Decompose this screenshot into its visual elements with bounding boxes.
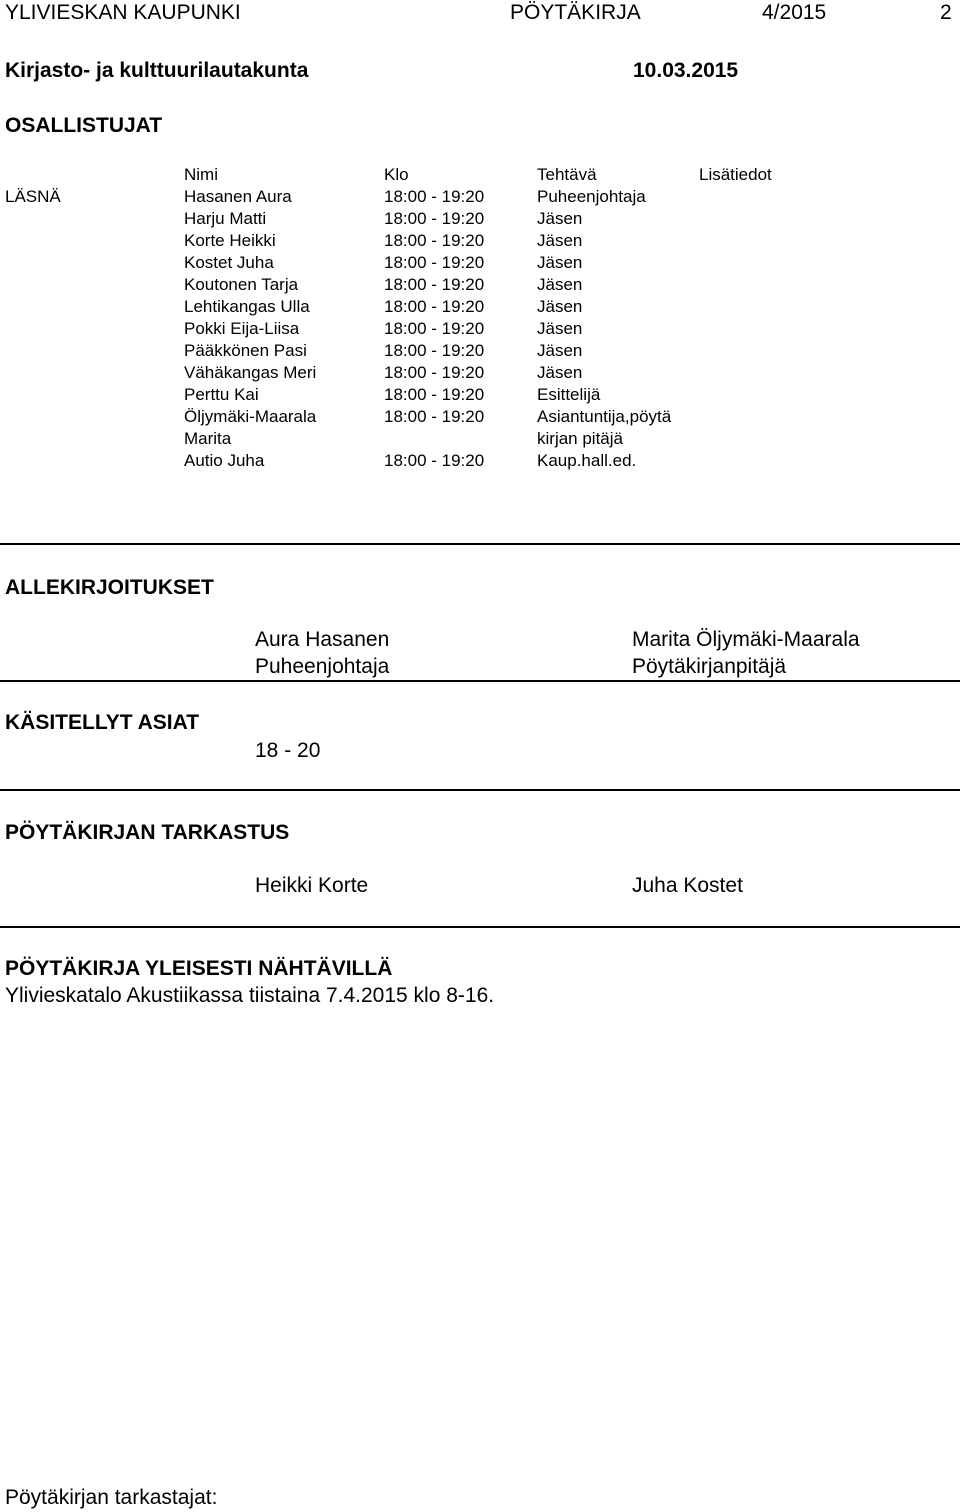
participant-name: Koutonen Tarja [184, 275, 299, 294]
participant-role: Puheenjohtaja [537, 187, 646, 206]
divider [0, 543, 960, 545]
participant-time: 18:00 - 19:20 [384, 319, 485, 338]
divider [0, 926, 960, 928]
divider [0, 789, 960, 791]
participant-name: Harju Matti [184, 209, 267, 228]
matters-title: KÄSITELLYT ASIAT [5, 711, 200, 734]
participant-time: 18:00 - 19:20 [384, 187, 485, 206]
footer-label: Pöytäkirjan tarkastajat: [5, 1486, 218, 1509]
participant-role: Jäsen [537, 253, 583, 272]
divider [0, 680, 960, 682]
participants-title: OSALLISTUJAT [5, 114, 163, 137]
col-header-name: Nimi [184, 165, 218, 184]
participant-role: Jäsen [537, 209, 583, 228]
participant-role: Asiantuntija,pöytä [537, 407, 672, 426]
participant-time: 18:00 - 19:20 [384, 363, 485, 382]
participant-name: Öljymäki-Maarala [184, 407, 317, 426]
participant-name: Pääkkönen Pasi [184, 341, 307, 360]
participant-time: 18:00 - 19:20 [384, 451, 485, 470]
participant-time: 18:00 - 19:20 [384, 275, 485, 294]
participant-time: 18:00 - 19:20 [384, 407, 485, 426]
participant-role: Jäsen [537, 341, 583, 360]
public-title: PÖYTÄKIRJA YLEISESTI NÄHTÄVILLÄ [5, 957, 393, 980]
participant-role: Esittelijä [537, 385, 601, 404]
participant-role: Kaup.hall.ed. [537, 451, 637, 470]
secretary-name: Marita Öljymäki-Maarala [632, 628, 860, 651]
present-label: LÄSNÄ [5, 187, 61, 206]
participant-time: 18:00 - 19:20 [384, 297, 485, 316]
participant-name: Pokki Eija-Liisa [184, 319, 300, 338]
meeting-date: 10.03.2015 [633, 59, 739, 82]
col-header-notes: Lisätiedot [699, 165, 772, 184]
signatures-title: ALLEKIRJOITUKSET [5, 576, 214, 599]
chair-role: Puheenjohtaja [255, 655, 390, 678]
participant-name: Lehtikangas Ulla [184, 297, 310, 316]
committee-name: Kirjasto- ja kulttuurilautakunta [5, 59, 309, 82]
participant-time: 18:00 - 19:20 [384, 253, 485, 272]
col-header-role: Tehtävä [537, 165, 597, 184]
participant-time: 18:00 - 19:20 [384, 385, 485, 404]
participant-role: Jäsen [537, 275, 583, 294]
secretary-role: Pöytäkirjanpitäjä [632, 655, 787, 678]
participant-name: Perttu Kai [184, 385, 259, 404]
participant-name: Autio Juha [184, 451, 265, 470]
public-text: Ylivieskatalo Akustiikassa tiistaina 7.4.2015 klo 8-16. [5, 984, 495, 1007]
participant-time: 18:00 - 19:20 [384, 231, 485, 250]
participant-role: kirjan pitäjä [537, 429, 623, 448]
participant-name: Kostet Juha [184, 253, 274, 272]
page-number: 2 [940, 1, 952, 24]
participant-name: Marita [184, 429, 232, 448]
participant-time: 18:00 - 19:20 [384, 209, 485, 228]
reviewer-2: Juha Kostet [632, 874, 743, 897]
participant-role: Jäsen [537, 319, 583, 338]
participant-role: Jäsen [537, 231, 583, 250]
participant-role: Jäsen [537, 363, 583, 382]
col-header-time: Klo [384, 165, 409, 184]
review-title: PÖYTÄKIRJAN TARKASTUS [5, 821, 290, 844]
participant-role: Jäsen [537, 297, 583, 316]
participant-time: 18:00 - 19:20 [384, 341, 485, 360]
doc-type: PÖYTÄKIRJA [510, 1, 641, 24]
doc-number: 4/2015 [762, 1, 827, 24]
participant-name: Vähäkangas Meri [184, 363, 317, 382]
matters-range: 18 - 20 [255, 739, 321, 762]
reviewer-1: Heikki Korte [255, 874, 369, 897]
chair-name: Aura Hasanen [255, 628, 390, 651]
participant-name: Korte Heikki [184, 231, 276, 250]
participant-name: Hasanen Aura [184, 187, 292, 206]
org-name: YLIVIESKAN KAUPUNKI [5, 1, 241, 24]
